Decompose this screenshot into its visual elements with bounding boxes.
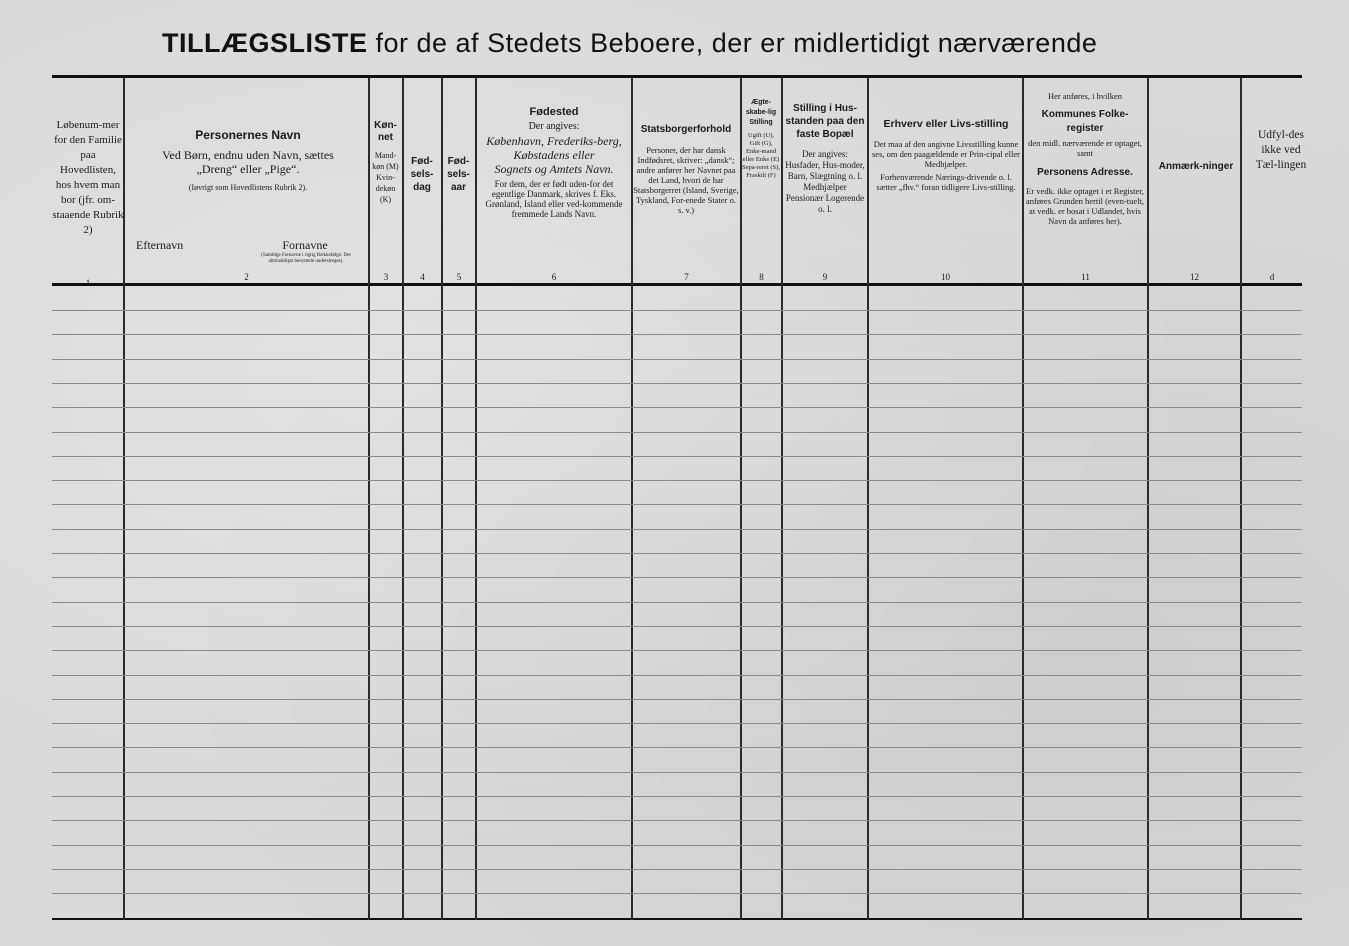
table-row [52,747,1302,748]
col7-heading: Statsborgerforhold [640,124,732,135]
col-divider-3 [402,78,404,920]
table-row [52,553,1302,554]
col2-fornavne: Fornavne [282,238,328,252]
table-row [52,845,1302,846]
col7-body: Personer, der har dansk Indfødsret, skriver: „dansk“; andre anfører her Navnet paa det Land, hvori de har Statsborgerret (Island, Sverige, Tyskland, For-enede Stater o. s. v.) [633,145,739,215]
col11-heading1: Kommunes Folke-register [1041,109,1129,134]
table-row [52,359,1302,360]
col9-body: Der angives: Husfader, Hus-moder, Barn, Slægtning o. l. Medhjælper Pensionær Logerende o. l. [785,149,865,214]
col3-header [370,120,401,205]
col11-header [1026,91,1144,226]
col3-text: Mand-køn (M) Kvin-dekøn (K) [372,151,399,204]
table-row [52,675,1302,676]
table-row [52,407,1302,408]
col2-efternavn: Efternavn [136,238,184,252]
col11-mid: den midl. nærværende er optaget, samt [1028,138,1142,158]
table-row [52,650,1302,651]
table-row [52,310,1302,311]
col10-heading: Erhverv eller Livs-stilling [883,118,1009,130]
col8-header [742,98,780,180]
col6-body: For dem, der er født uden-for det egentlige Danmark, skrives f. Eks. Grønland, Island eller ved-kommende fremmede Lands Navn. [485,179,623,219]
col6-it2: Sognets og Amtets Navn. [494,162,614,176]
col-num-d: d [1269,272,1275,282]
col2-heading: Personernes Navn [195,128,301,142]
col2-fornavne-note: (Samtlige Fornavne i rigtig Rækkefølge. Det almindeligst benyttede understreges). [261,253,351,264]
col11-top: Her anføres, i hvilken [1047,91,1123,101]
cold-header [1252,128,1310,173]
table-row [52,626,1302,627]
col-divider-9 [867,78,869,920]
col10-body2: Forhenværende Nærings-drivende o. l. sætter „fhv.“ foran tidligere Livs-stilling. [876,172,1016,192]
col8-body: Ugift (U), Gift (G), Enke-mand eller Enke (E) Sepa-reret (S), Fraskilt (F) [742,132,780,179]
col1-header [52,118,124,238]
col-num-2: 2 [244,272,249,282]
top-rule [52,75,1302,78]
col-num-7: 7 [684,272,689,282]
col6-heading: Fødested [529,106,579,118]
col5-header [443,155,474,194]
col1-text: Løbenum-mer for den Familie paa Hovedlisten, hos hvem man bor (jfr. om-staaende Rubrik 2) [52,119,124,236]
col12-heading: Anmærk-ninger [1158,161,1234,172]
table-row [52,456,1302,457]
table-row [52,577,1302,578]
table-row [52,796,1302,797]
col10-body1: Det maa af den angivne Livsstilling kunne ses, om den paagældende er Prin-cipal eller Medhjælper. [872,139,1020,169]
col-divider-12 [1240,78,1242,920]
form-title [162,28,1202,59]
col-divider-4 [441,78,443,920]
table-row [52,699,1302,700]
col5-heading: Fød-sels-aar [447,156,470,193]
col-num-5: 5 [456,272,462,282]
table-row [52,383,1302,384]
col2-line2: „Dreng“ eller „Pige“. [196,162,300,176]
col-divider-8 [781,78,783,920]
col-num-10: 10 [941,272,950,282]
col-num-1: 1 [85,278,91,288]
col-divider-10 [1022,78,1024,920]
col8-heading: Ægte-skabe-lig Stilling [745,99,777,126]
col-num-6: 6 [551,272,557,282]
col6-it1: København, Frederiks-berg, Købstadens eller [486,134,622,162]
table-row [52,893,1302,894]
col-num-4: 4 [420,272,425,282]
col2-note: (Iøvrigt som Hovedlistens Rubrik 2). [188,183,308,192]
cold-text: Udfyl-des ikke ved Tæl-lingen [1255,129,1307,171]
col11-body: Er vedk. ikke optaget i et Register, anføres Grunden hertil (even-tuelt, at vedk. er bosat i Udlandet, hvis Navn da anføres her). [1026,186,1145,226]
table-row [52,334,1302,335]
col4-heading: Fød-sels-dag [410,156,434,193]
table-row [52,480,1302,481]
col-divider-5 [475,78,477,920]
col-num-3: 3 [383,272,389,282]
table-row [52,820,1302,821]
col-num-12: 12 [1190,272,1199,282]
table-row [52,432,1302,433]
table-row [52,529,1302,530]
col6-sub: Der angives: [528,121,580,132]
col7-header [633,123,739,215]
col9-heading: Stilling i Hus-standen paa den faste Bopæl [785,103,865,140]
col-num-9: 9 [822,272,828,282]
col-divider-7 [740,78,742,920]
col11-heading2: Personens Adresse. [1037,167,1133,178]
bottom-rule [52,918,1302,920]
table-row [52,602,1302,603]
col-divider-11 [1147,78,1149,920]
col4-header [404,155,440,194]
table-row [52,772,1302,773]
col-num-11: 11 [1081,272,1090,282]
form-title-bold: TILLÆGSLISTE [162,28,368,58]
col12-header [1158,160,1234,174]
col2-line1: Ved Børn, endnu uden Navn, sættes [162,148,334,162]
col-num-8: 8 [759,272,764,282]
col9-header [784,102,866,215]
table-row [52,504,1302,505]
col2-header [130,128,366,193]
table-row [52,869,1302,870]
col10-header [872,115,1020,192]
col6-header [480,105,628,219]
form-title-rest: for de af Stedets Beboere, der er midlertidigt nærværende [367,28,1098,58]
header-rule [52,283,1302,286]
table-row [52,723,1302,724]
col3-heading: Køn-net [374,120,397,143]
